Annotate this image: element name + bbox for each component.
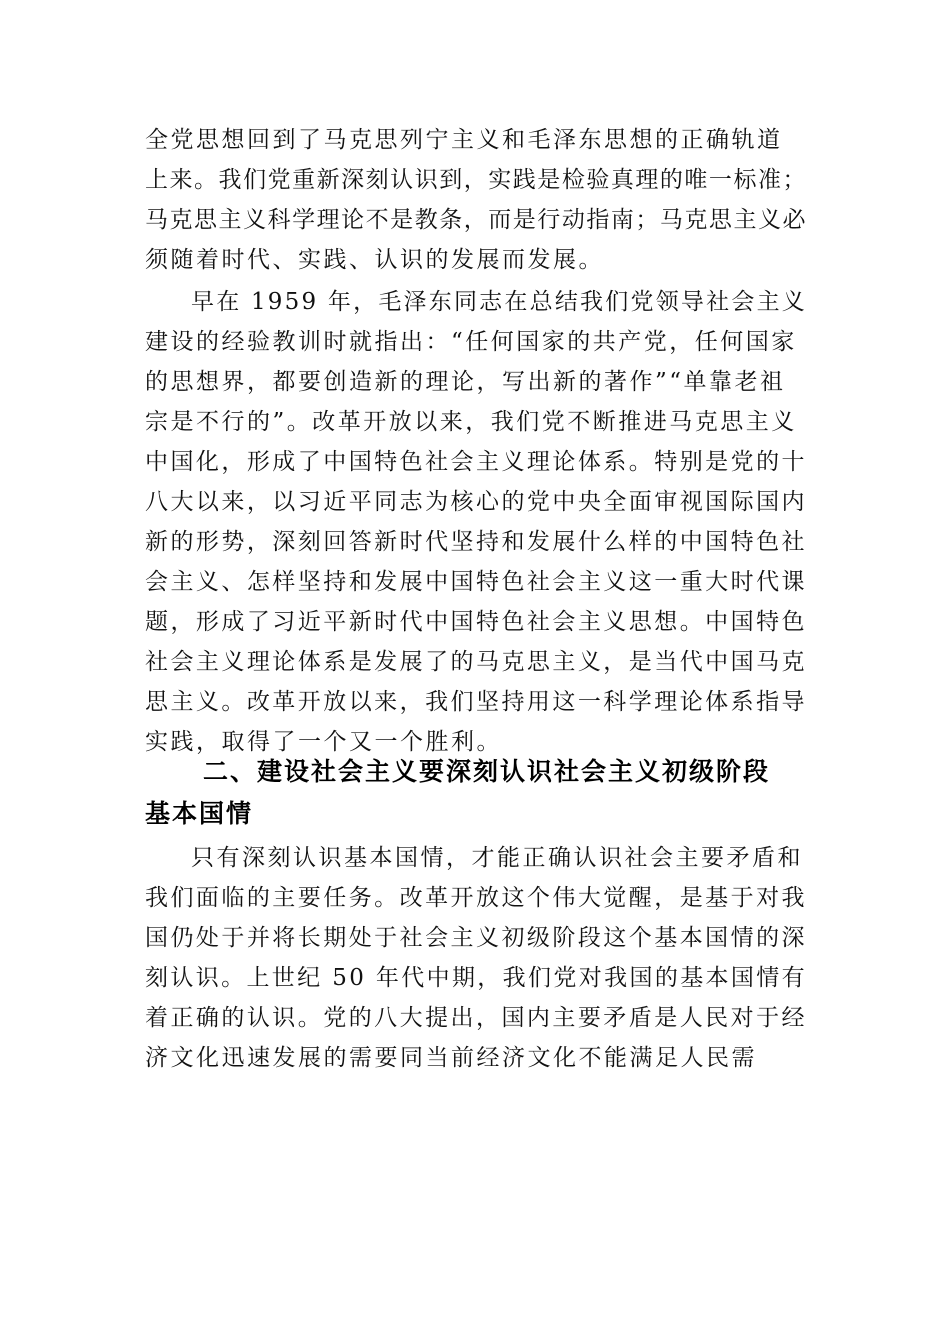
paragraph-line: 八大以来，以习近平同志为核心的党中央全面审视国际国内 — [145, 489, 807, 515]
paragraph-line: 宗是不行的”。改革开放以来，我们党不断推进马克思主义 — [145, 409, 797, 435]
paragraph-line: 全党思想回到了马克思列宁主义和毛泽东思想的正确轨道 — [145, 127, 783, 153]
paragraph-line: 建设的经验教训时就指出：“任何国家的共产党，任何国家 — [145, 329, 797, 355]
heading-line: 二、建设社会主义要深刻认识社会主义初级阶段 — [203, 757, 771, 786]
paragraph-line: 着正确的认识。党的八大提出，国内主要矛盾是人民对于经 — [145, 1005, 807, 1031]
paragraph-line: 刻认识。上世纪 50 年代中期，我们党对我国的基本国情有 — [145, 965, 807, 991]
paragraph-line: 社会主义理论体系是发展了的马克思主义，是当代中国马克 — [145, 649, 807, 675]
paragraph-line: 中国化，形成了中国特色社会主义理论体系。特别是党的十 — [145, 449, 807, 475]
paragraph-line: 国仍处于并将长期处于社会主义初级阶段这个基本国情的深 — [145, 925, 807, 951]
paragraph-line: 的思想界，都要创造新的理论，写出新的著作”“单靠老祖 — [145, 369, 786, 395]
paragraph-line: 我们面临的主要任务。改革开放这个伟大觉醒，是基于对我 — [145, 885, 807, 911]
heading-line: 基本国情 — [145, 799, 254, 828]
paragraph-line: 只有深刻认识基本国情，才能正确认识社会主要矛盾和 — [191, 845, 803, 871]
paragraph-line: 济文化迅速发展的需要同当前经济文化不能满足人民需 — [145, 1045, 757, 1071]
paragraph-line: 早在 1959 年，毛泽东同志在总结我们党领导社会主义 — [191, 289, 807, 315]
paragraph-line: 思主义。改革开放以来，我们坚持用这一科学理论体系指导 — [145, 689, 807, 715]
paragraph-line: 实践，取得了一个又一个胜利。 — [145, 729, 502, 755]
paragraph-line: 新的形势，深刻回答新时代坚持和发展什么样的中国特色社 — [145, 529, 807, 555]
paragraph-line: 马克思主义科学理论不是教条，而是行动指南；马克思主义必 — [145, 207, 807, 233]
paragraph-line: 须随着时代、实践、认识的发展而发展。 — [145, 247, 604, 273]
paragraph-line: 上来。我们党重新深刻认识到，实践是检验真理的唯一标准； — [145, 167, 807, 193]
paragraph-line: 题，形成了习近平新时代中国特色社会主义思想。中国特色 — [145, 609, 807, 635]
paragraph-line: 会主义、怎样坚持和发展中国特色社会主义这一重大时代课 — [145, 569, 807, 595]
